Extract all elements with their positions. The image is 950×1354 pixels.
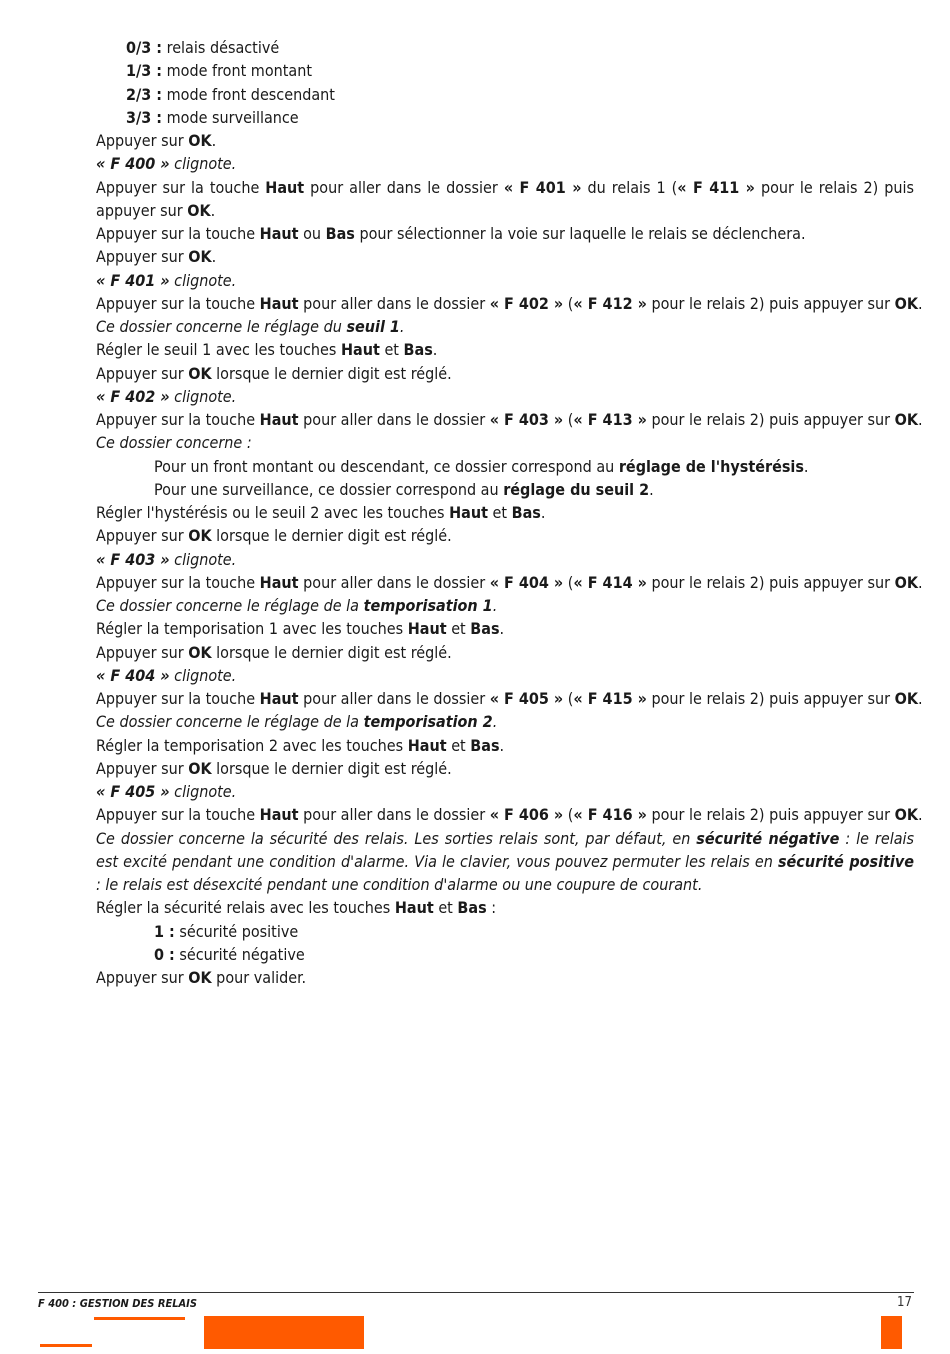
text-span: et [433, 898, 458, 918]
text-span: pour aller dans le dossier [298, 293, 490, 313]
text-span: lorsque le dernier digit est réglé. [211, 526, 452, 546]
bold-span: Bas [457, 898, 487, 918]
text-line [96, 455, 914, 478]
footer-accent-block [204, 1316, 364, 1349]
bold-span: « F 414 » [573, 572, 647, 592]
text-span: ou [298, 224, 326, 243]
text-line [96, 431, 914, 454]
bold-span: « F 416 » [573, 805, 647, 825]
bold-span: « F 411 » [677, 177, 755, 197]
document-body [96, 36, 923, 989]
text-span: pour le relais 2) puis appuyer sur [646, 689, 895, 708]
italic-span: clignote. [169, 270, 237, 290]
bold-span: OK [894, 805, 919, 825]
italic-span: clignote. [169, 549, 237, 569]
text-line [96, 315, 914, 338]
footer-accent-square [881, 1316, 902, 1349]
text-line [96, 176, 914, 223]
text-line [96, 687, 923, 710]
text-span: et [379, 340, 404, 360]
italic-span: clignote. [169, 665, 237, 685]
bold-span: Bas [470, 619, 500, 639]
text-line [96, 548, 914, 571]
text-span: Appuyer sur la touche [96, 177, 266, 197]
text-span: mode front descendant [162, 84, 335, 104]
bold-span: Haut [407, 619, 447, 639]
text-line [96, 36, 914, 59]
text-span: sécurité positive [174, 921, 299, 941]
bold-span: 1 : [154, 921, 175, 941]
italic-span: clignote. [169, 154, 237, 174]
text-span: . [499, 619, 505, 639]
text-span: et [487, 503, 512, 522]
bold-span: temporisation 2 [363, 712, 493, 732]
text-line [96, 571, 923, 594]
bold-span: 3/3 : [126, 107, 163, 127]
page-number: 17 [897, 1295, 912, 1310]
text-span: et [446, 619, 471, 639]
text-span: . [918, 572, 923, 592]
text-span: Appuyer sur la touche [96, 293, 260, 313]
text-span: Régler le seuil 1 avec les touches [96, 340, 341, 360]
bold-span: OK [894, 410, 919, 429]
text-span: du relais 1 ( [581, 177, 678, 197]
text-span: Appuyer sur la touche [96, 805, 260, 825]
text-span: . [432, 340, 438, 360]
bold-span: réglage de l'hystérésis [618, 456, 804, 476]
bold-span: temporisation 1 [363, 596, 493, 615]
bold-span: OK [188, 363, 212, 383]
text-span: pour le relais 2) puis appuyer sur [646, 410, 895, 429]
text-line [96, 385, 914, 408]
text-span: pour sélectionner la voie sur laquelle le relais se déclenchera. [354, 224, 806, 243]
bold-span: Bas [403, 340, 433, 360]
text-span: . [649, 479, 654, 499]
text-span: Pour un front montant ou descendant, ce dossier correspond au [154, 456, 619, 476]
bold-span: Bas [325, 224, 355, 243]
text-span: Régler la sécurité relais avec les touches [96, 898, 395, 918]
text-line [96, 83, 914, 106]
bold-span: Haut [259, 293, 299, 313]
text-span: Appuyer sur [96, 758, 189, 778]
text-span: lorsque le dernier digit est réglé. [211, 363, 452, 383]
italic-span: : le relais est désexcité pendant une condition d'alarme ou une coupure de courant. [96, 875, 703, 894]
text-line [96, 594, 914, 617]
text-span: lorsque le dernier digit est réglé. [211, 758, 452, 778]
bold-span: OK [894, 689, 919, 708]
bold-span: OK [188, 642, 212, 662]
text-span: sécurité négative [174, 944, 305, 964]
text-span: pour aller dans le dossier [298, 689, 490, 708]
text-line [96, 478, 914, 501]
text-span: pour le relais 2) puis appuyer sur [646, 293, 895, 313]
text-span: . [211, 247, 217, 267]
text-span: Appuyer sur la touche [96, 410, 260, 429]
text-span: ( [563, 689, 574, 708]
text-line [96, 827, 914, 897]
text-span: . [211, 131, 217, 150]
bold-span: Haut [259, 805, 299, 825]
text-span: Appuyer sur [96, 247, 189, 267]
bold-span: « F 401 » [96, 270, 170, 290]
text-span: lorsque le dernier digit est réglé. [211, 642, 452, 662]
text-span: pour aller dans le dossier [298, 572, 490, 592]
text-span: Régler l'hystérésis ou le seuil 2 avec les touches [96, 503, 450, 522]
text-line [96, 920, 914, 943]
text-line [96, 734, 914, 757]
text-span: Pour une surveillance, ce dossier correspond au [154, 479, 504, 499]
text-line [96, 338, 914, 361]
bold-span: Haut [259, 410, 299, 429]
text-span: ( [563, 805, 574, 825]
bold-span: sécurité positive [777, 851, 914, 871]
text-span: Régler la temporisation 1 avec les touches [96, 619, 408, 639]
bold-span: OK [187, 200, 211, 220]
italic-span: clignote. [169, 782, 237, 801]
text-span: Appuyer sur [96, 968, 189, 987]
bold-span: Haut [259, 224, 299, 243]
text-line [96, 780, 914, 803]
text-span: . [918, 293, 923, 313]
footer-title: F 400 : GESTION DES RELAIS [38, 1297, 197, 1308]
text-line [96, 641, 914, 664]
text-span: Régler la temporisation 2 avec les touches [96, 735, 408, 755]
bold-span: 0 : [154, 944, 175, 964]
text-line [96, 408, 923, 431]
text-line [96, 943, 914, 966]
italic-span: Ce dossier concerne le réglage du [96, 317, 347, 336]
footer-accent-line-left [40, 1344, 92, 1347]
text-line [96, 362, 914, 385]
bold-span: « F 413 » [573, 410, 647, 429]
text-span: pour le relais 2) puis appuyer sur [646, 805, 895, 825]
text-span: pour le relais 2) puis appuyer sur [96, 177, 915, 220]
bold-span: Haut [340, 340, 380, 360]
text-line [96, 710, 914, 733]
bold-span: « F 403 » [96, 549, 170, 569]
bold-span: 0/3 : [126, 38, 163, 57]
text-span: ( [563, 410, 574, 429]
bold-span: « F 404 » [96, 665, 170, 685]
bold-span: OK [188, 758, 212, 778]
text-span: Appuyer sur la touche [96, 572, 260, 592]
bold-span: 1/3 : [126, 61, 163, 81]
bold-span: seuil 1 [346, 317, 400, 336]
text-line [96, 222, 914, 245]
bold-span: OK [188, 968, 212, 987]
text-line [96, 292, 923, 315]
bold-span: OK [894, 572, 919, 592]
text-span: . [918, 410, 923, 429]
text-line [96, 152, 914, 175]
bold-span: « F 404 » [489, 572, 564, 592]
text-span: pour aller dans le dossier [298, 410, 490, 429]
bold-span: OK [188, 247, 212, 267]
bold-span: « F 415 » [573, 689, 647, 708]
italic-span: Ce dossier concerne le réglage de la [96, 712, 364, 732]
bold-span: « F 400 » [96, 154, 170, 174]
text-span: . [540, 503, 546, 522]
text-span: Appuyer sur la touche [96, 689, 260, 708]
text-span: mode front montant [162, 61, 312, 81]
text-line [96, 501, 914, 524]
text-line [96, 896, 914, 919]
text-span: ( [563, 572, 574, 592]
bold-span: OK [894, 293, 919, 313]
bold-span: 2/3 : [126, 84, 163, 104]
text-span: Appuyer sur [96, 131, 189, 150]
bold-span: « F 402 » [96, 386, 170, 406]
bold-span: OK [188, 131, 212, 150]
text-line [96, 966, 914, 989]
bold-span: Haut [407, 735, 447, 755]
text-span: pour aller dans le dossier [298, 805, 490, 825]
footer-rule [38, 1292, 914, 1293]
bold-span: « F 406 » [489, 805, 564, 825]
italic-span: clignote. [169, 386, 237, 406]
text-span: : [486, 898, 497, 918]
text-span: Appuyer sur [96, 526, 189, 546]
bold-span: Bas [470, 735, 500, 755]
bold-span: Haut [449, 503, 488, 522]
text-span: et [446, 735, 471, 755]
text-span: pour aller dans le dossier [304, 177, 504, 197]
text-line [96, 757, 914, 780]
text-line [96, 129, 914, 152]
text-span: . [499, 735, 505, 755]
bold-span: Haut [394, 898, 434, 918]
bold-span: Haut [259, 689, 299, 708]
bold-span: sécurité négative [696, 828, 840, 848]
text-line [96, 106, 914, 129]
bold-span: réglage du seuil 2 [503, 479, 650, 499]
bold-span: Haut [259, 572, 299, 592]
italic-span: . [492, 712, 498, 732]
text-span: . [918, 689, 923, 708]
italic-span: . [492, 596, 498, 615]
text-span: pour valider. [211, 968, 307, 987]
italic-span: . [399, 317, 405, 336]
text-line [96, 664, 914, 687]
bold-span: « F 403 » [489, 410, 564, 429]
footer-accent-line-top [94, 1317, 185, 1320]
text-span: ( [563, 293, 574, 313]
bold-span: « F 402 » [489, 293, 564, 313]
text-span: . [210, 200, 216, 220]
text-span: relais désactivé [162, 38, 280, 57]
text-span: Appuyer sur la touche [96, 224, 260, 243]
text-line [96, 245, 914, 268]
italic-span: Ce dossier concerne : [96, 433, 252, 453]
bold-span: OK [188, 526, 212, 546]
italic-span: Ce dossier concerne le réglage de la [96, 596, 364, 615]
bold-span: « F 405 » [96, 782, 170, 801]
text-line [96, 269, 914, 292]
bold-span: « F 412 » [573, 293, 647, 313]
text-line [96, 59, 914, 82]
text-line [96, 524, 914, 547]
italic-span: : le relais est excité pendant une condition d'alarme. Via le clavier, vous pouvez permuter les relais en [96, 828, 915, 871]
bold-span: « F 401 » [503, 177, 582, 197]
text-span: . [803, 456, 809, 476]
text-span: . [918, 805, 923, 825]
text-span: Appuyer sur [96, 642, 189, 662]
italic-span: Ce dossier concerne la sécurité des relais. Les sorties relais sont, par défaut, en [96, 828, 697, 848]
text-line [96, 617, 914, 640]
bold-span: Bas [511, 503, 541, 522]
bold-span: Haut [265, 177, 305, 197]
text-span: mode surveillance [162, 107, 299, 127]
text-line [96, 803, 923, 826]
bold-span: « F 405 » [489, 689, 564, 708]
text-span: pour le relais 2) puis appuyer sur [646, 572, 895, 592]
text-span: Appuyer sur [96, 363, 189, 383]
